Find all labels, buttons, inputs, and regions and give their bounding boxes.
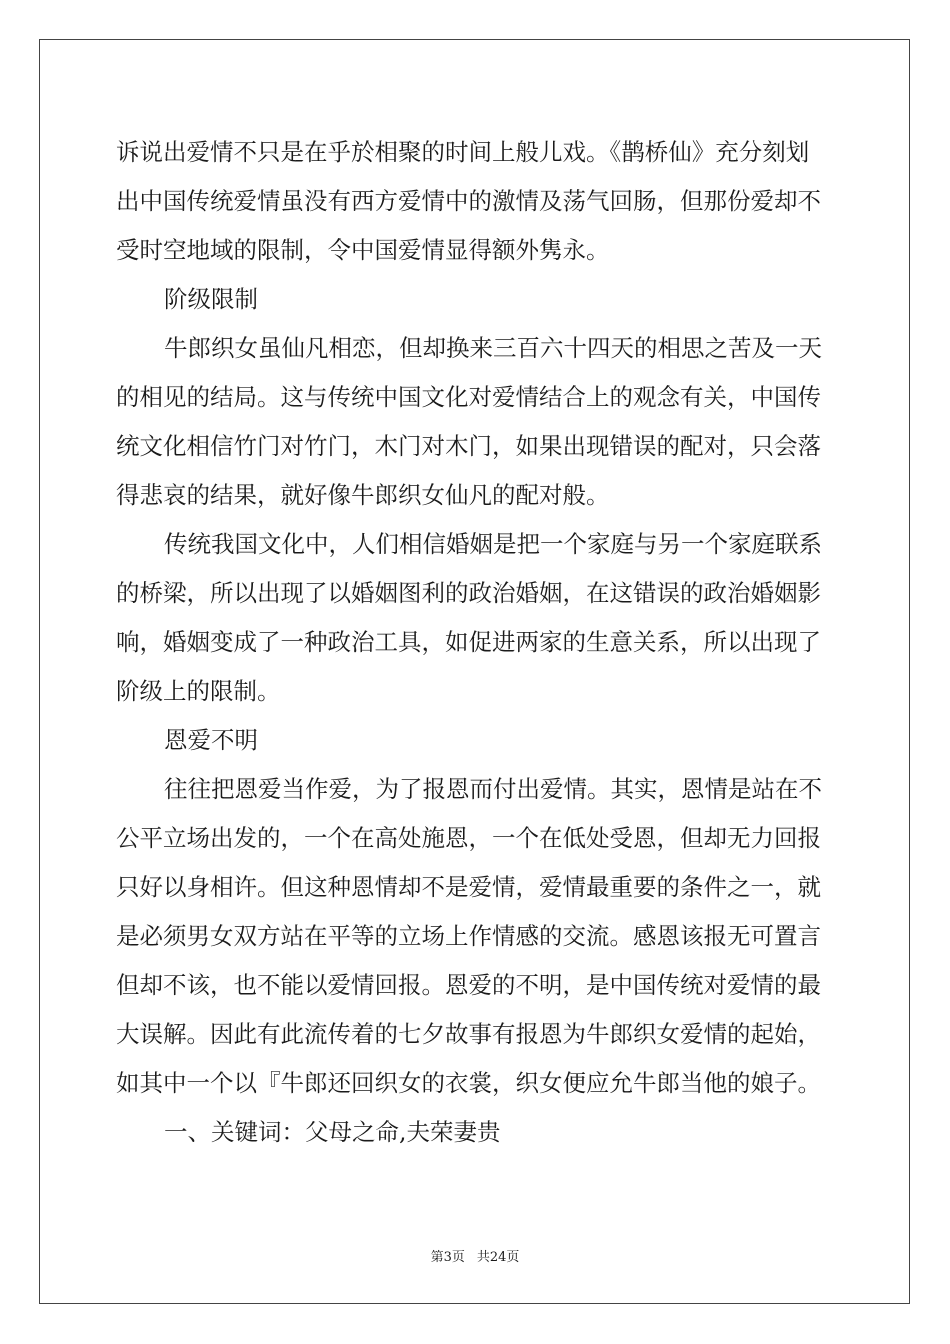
section-heading: 一、关键词：父母之命,夫荣妻贵 [164, 1118, 501, 1146]
text-line: 诉说出爱情不只是在乎於相聚的时间上般儿戏。《鹊桥仙》充分刻划 [116, 138, 810, 166]
text-line: 阶级上的限制。 [116, 677, 281, 705]
text-line: 只好以身相许。但这种恩情却不是爱情，爱情最重要的条件之一，就 [116, 873, 821, 901]
text-line: 牛郎织女虽仙凡相恋，但却换来三百六十四天的相思之苦及一天 [164, 334, 822, 362]
text-line: 响，婚姻变成了一种政治工具，如促进两家的生意关系，所以出现了 [116, 628, 821, 656]
section-heading: 恩爱不明 [164, 726, 258, 754]
text-line: 是必须男女双方站在平等的立场上作情感的交流。感恩该报无可置言 [116, 922, 821, 950]
text-line: 如其中一个以『牛郎还回织女的衣裳，织女便应允牛郎当他的娘子。 [116, 1069, 821, 1097]
text-line: 受时空地域的限制，令中国爱情显得额外隽永。 [116, 236, 610, 264]
text-line: 公平立场出发的，一个在高处施恩，一个在低处受恩，但却无力回报 [116, 824, 821, 852]
text-line: 得悲哀的结果，就好像牛郎织女仙凡的配对般。 [116, 481, 610, 509]
page-total: 共24页 [476, 1250, 520, 1265]
text-line: 出中国传统爱情虽没有西方爱情中的激情及荡气回肠，但那份爱却不 [116, 187, 821, 215]
document-body [116, 128, 836, 1157]
section-heading: 阶级限制 [164, 285, 258, 313]
page-footer [0, 1246, 950, 1265]
text-line: 往往把恩爱当作爱，为了报恩而付出爱情。其实，恩情是站在不 [164, 775, 822, 803]
text-line: 的相见的结局。这与传统中国文化对爱情结合上的观念有关，中国传 [116, 383, 821, 411]
text-line: 统文化相信竹门对竹门，木门对木门，如果出现错误的配对，只会落 [116, 432, 821, 460]
text-line: 传统我国文化中，人们相信婚姻是把一个家庭与另一个家庭联系 [164, 530, 822, 558]
text-line: 大误解。因此有此流传着的七夕故事有报恩为牛郎织女爱情的起始， [116, 1020, 821, 1048]
text-line: 但却不该，也不能以爱情回报。恩爱的不明，是中国传统对爱情的最 [116, 971, 821, 999]
page-number: 第3页 [430, 1250, 465, 1265]
text-line: 的桥梁，所以出现了以婚姻图利的政治婚姻，在这错误的政治婚姻影 [116, 579, 821, 607]
